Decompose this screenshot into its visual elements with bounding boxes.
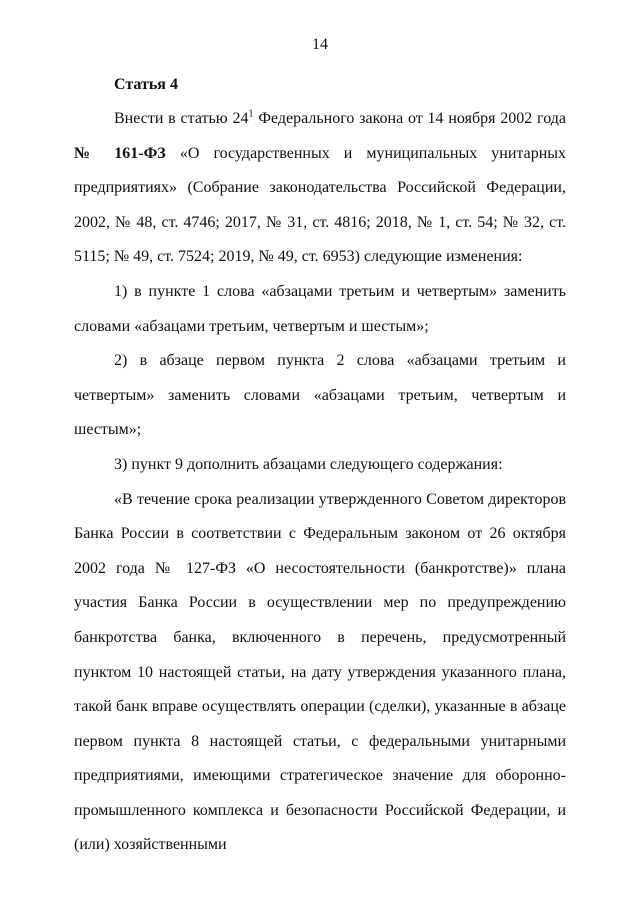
law-number: № 161-ФЗ xyxy=(74,144,166,162)
paragraph-item-3: 3) пункт 9 дополнить абзацами следующего содержания: xyxy=(114,455,503,473)
intro-superscript: 1 xyxy=(248,108,254,120)
intro-text-part1: Внести в статью 24 xyxy=(114,110,249,127)
intro-text-part3: «О государственных и муниципальных унитарных предприятиях» (Собрание законодательства Российской Федерации, 2002, № 48, ст. 4746; 2017, № 31, ст. 4816; 2018, № 1, ст. 54; № 32, ст. 5115; № 49, ст. 7524; 2019, № 49, ст. 6953) следующие изменения: xyxy=(74,144,567,266)
paragraph-quote: «В течение срока реализации утвержденного Советом директоров Банка России в соответствии с Федеральным законом от 26 октября 2002 года № 127-ФЗ «О несостоятельности (банкротстве)» плана участия Банка России в осуществлении мер по предупреждению банкротства банка, включенного в перечень, предусмотренный пунктом 10 настоящей статьи, на дату утверждения указанного плана, такой банк вправе осуществлять операции (сделки), указанные в абзаце первом пункта 8 настоящей статьи, с федеральными унитарными предприятиями, имеющими стратегическое значение для оборонно-промышленного комплекса и безопасности Российской Федерации, и (или) хозяйственными xyxy=(74,490,566,854)
paragraph-item-2: 2) в абзаце первом пункта 2 слова «абзацами третьим и четвертым» заменить словами «абзацами третьим, четвертым и шестым»; xyxy=(74,352,566,439)
paragraph-intro xyxy=(74,102,566,275)
document-body xyxy=(74,102,566,863)
paragraph-item-1: 1) в пункте 1 слова «абзацами третьим и четвертым» заменить словами «абзацами третьим, четвертым и шестым»; xyxy=(74,282,566,335)
article-heading: Статья 4 xyxy=(114,76,178,93)
intro-text-part2: Федерального закона от 14 ноября 2002 года xyxy=(253,110,566,127)
page-number: 14 xyxy=(312,36,328,53)
